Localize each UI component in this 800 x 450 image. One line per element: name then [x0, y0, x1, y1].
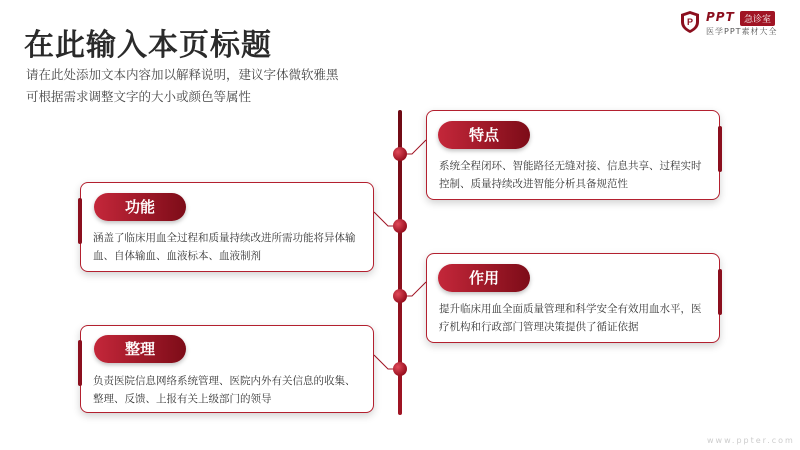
function-label: 功能: [94, 193, 186, 221]
page-title: 在此输入本页标题: [24, 28, 272, 63]
function-side-bar: [78, 198, 82, 244]
subtitle-line-2: 可根据需求调整文字的大小或颜色等属性: [26, 89, 252, 104]
arrange-label: 整理: [94, 335, 186, 363]
svg-text:P: P: [686, 17, 694, 27]
feature-text: 系统全程闭环、智能路径无缝对接、信息共享、过程实时控制、质量持续改进智能分析具备规范性: [439, 160, 702, 190]
timeline-dot-arrange: [393, 362, 407, 376]
watermark: www.ppter.com: [707, 436, 795, 445]
arrange-text: 负责医院信息网络系统管理、医院内外有关信息的收集、整理、反馈、上报有关上级部门的领导: [93, 375, 356, 405]
effect-label: 作用: [438, 264, 530, 292]
feature-label: 特点: [438, 121, 530, 149]
timeline-dot-function: [393, 219, 407, 233]
effect-side-bar: [718, 269, 722, 315]
arrange-side-bar: [78, 340, 82, 386]
feature-side-bar: [718, 126, 722, 172]
logo-tagline: 医学PPT素材大全: [706, 27, 778, 36]
function-text: 涵盖了临床用血全过程和质量持续改进所需功能将异体输血、自体输血、血液标本、血液制剂: [93, 232, 356, 262]
timeline-dot-effect: [393, 289, 407, 303]
subtitle-line-1: 请在此处添加文本内容加以解释说明，建议字体微软雅黑: [26, 67, 339, 82]
logo-badge: 急诊室: [740, 11, 775, 26]
logo-brand-text: PPT: [706, 10, 735, 24]
effect-text: 提升临床用血全面质量管理和科学安全有效用血水平，医疗机构和行政部门管理决策提供了循证依据: [439, 303, 702, 333]
timeline-dot-feature: [393, 147, 407, 161]
